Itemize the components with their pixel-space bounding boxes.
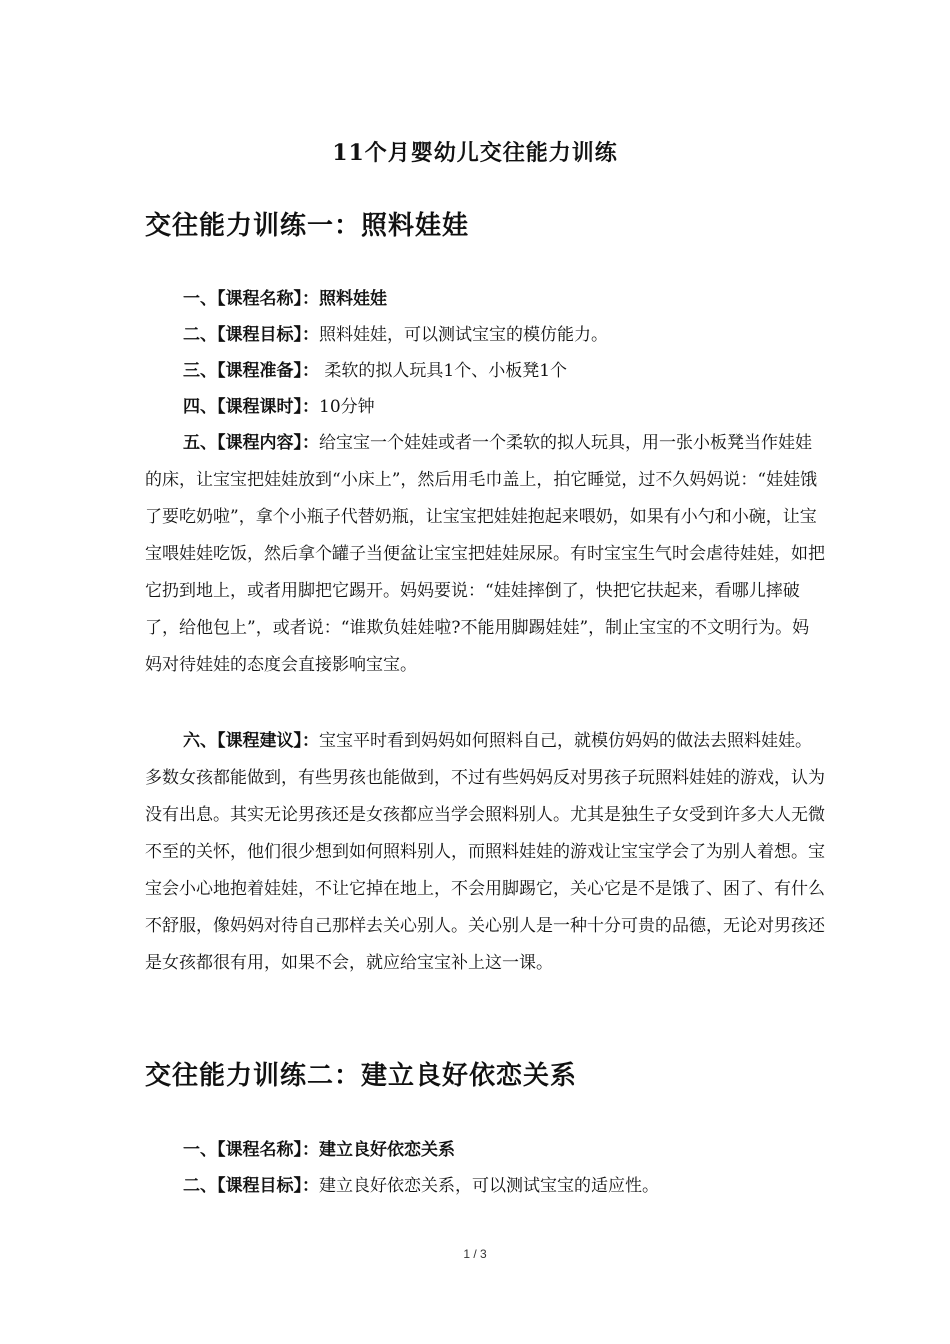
section-heading-2: 交往能力训练二：建立良好依恋关系 (145, 1061, 578, 1091)
item-label: 一、【课程名称】： (183, 289, 319, 309)
document-title: 11个月婴幼儿交往能力训练 (332, 140, 618, 166)
item-label: 二、【课程目标】： (183, 325, 319, 345)
page-number: 1 / 3 (463, 1247, 487, 1261)
course-name-item (145, 281, 825, 318)
course-content-item (145, 425, 825, 684)
item-text: 照料娃娃 (319, 289, 387, 309)
item-text: 柔软的拟人玩具1个、小板凳1个 (319, 361, 568, 381)
item-text: 建立良好依恋关系，可以测试宝宝的适应性。 (319, 1176, 659, 1196)
item-text: 建立良好依恋关系 (319, 1140, 455, 1160)
item-text: 给宝宝一个娃娃或者一个柔软的拟人玩具，用一张小板凳当作娃娃的床，让宝宝把娃娃放到“小床上”，然后用毛巾盖上，拍它睡觉，过不久妈妈说：“娃娃饿了要吃奶啦”，拿个小瓶子代替奶瓶，让宝宝把娃娃抱起来喂奶，如果有小勺和小碗，让宝宝喂娃娃吃饭，然后拿个罐子当便盆让宝宝把娃娃尿尿。有时宝宝生气时会虐待娃娃，如把它扔到地上，或者用脚把它踢开。妈妈要说：“娃娃摔倒了，快把它扶起来，看哪儿摔破了，给他包上”，或者说：“谁欺负娃娃啦?不能用脚踢娃娃”，制止宝宝的不文明行为。妈妈对待娃娃的态度会直接影响宝宝。 (145, 433, 825, 675)
item-label: 一、【课程名称】： (183, 1140, 319, 1160)
course-goal-item (145, 1168, 825, 1205)
item-label: 二、【课程目标】： (183, 1176, 319, 1196)
item-text: 宝宝平时看到妈妈如何照料自己，就模仿妈妈的做法去照料娃娃。多数女孩都能做到，有些男孩也能做到，不过有些妈妈反对男孩子玩照料娃娃的游戏，认为没有出息。其实无论男孩还是女孩都应当学会照料别人。尤其是独生子女受到许多大人无微不至的关怀，他们很少想到如何照料别人，而照料娃娃的游戏让宝宝学会了为别人着想。宝宝会小心地抱着娃娃，不让它掉在地上，不会用脚踢它，关心它是不是饿了、困了、有什么不舒服，像妈妈对待自己那样去关心别人。关心别人是一种十分可贵的品德，无论对男孩还是女孩都很有用，如果不会，就应给宝宝补上这一课。 (145, 731, 825, 973)
item-label: 四、【课程课时】： (183, 397, 319, 417)
course-name-item (145, 1132, 825, 1169)
course-suggestion-item (145, 723, 825, 982)
course-preparation-item (145, 353, 825, 390)
item-label: 六、【课程建议】： (183, 731, 319, 751)
course-goal-item (145, 317, 825, 354)
item-label: 五、【课程内容】： (183, 433, 319, 453)
section-heading-1: 交往能力训练一：照料娃娃 (145, 211, 470, 241)
item-label: 三、【课程准备】： (183, 361, 319, 381)
course-duration-item (145, 389, 825, 426)
item-text: 10分钟 (319, 397, 375, 417)
item-text: 照料娃娃，可以测试宝宝的模仿能力。 (319, 325, 608, 345)
